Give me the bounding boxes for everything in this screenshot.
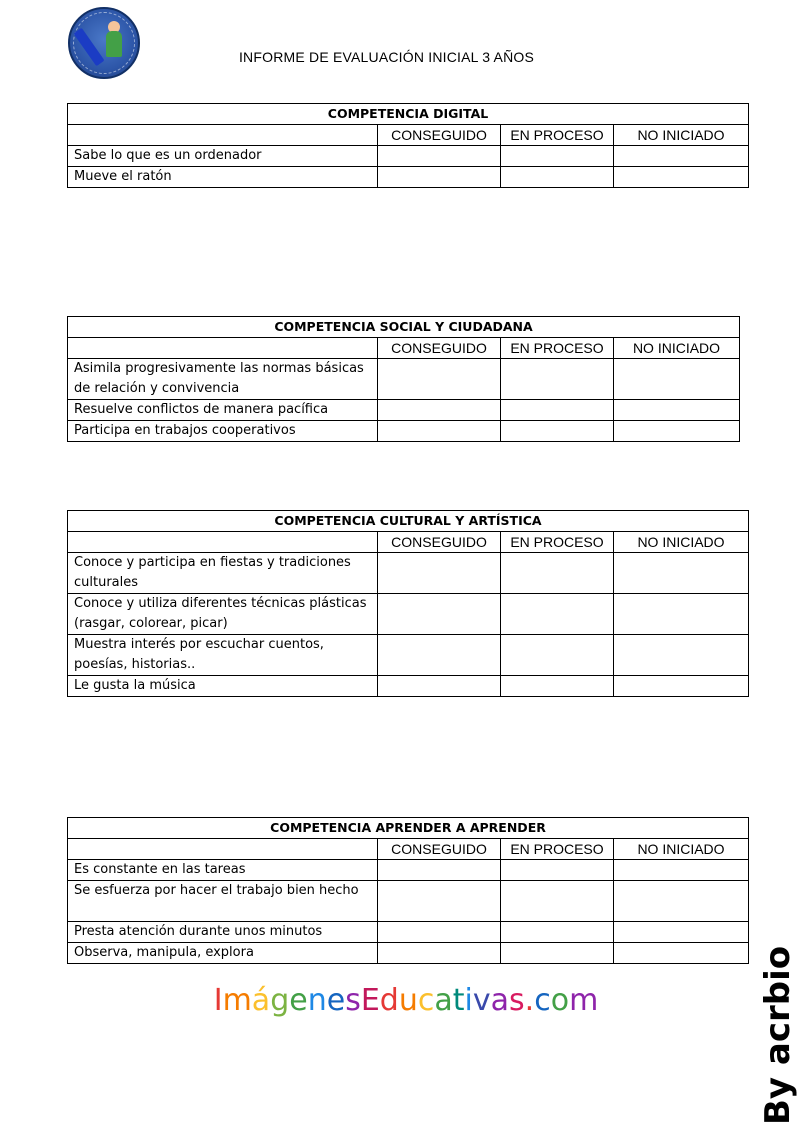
- cell-no-iniciado[interactable]: [614, 421, 740, 442]
- table-row: [68, 359, 740, 400]
- table-row: [68, 167, 749, 188]
- brand-letter: m: [222, 983, 252, 1018]
- cell-en-proceso[interactable]: [501, 881, 614, 922]
- col-no-iniciado: NO INICIADO: [614, 839, 749, 860]
- col-conseguido: CONSEGUIDO: [378, 338, 501, 359]
- cell-en-proceso[interactable]: [501, 146, 614, 167]
- cell-conseguido[interactable]: [378, 635, 501, 676]
- col-conseguido: CONSEGUIDO: [378, 125, 501, 146]
- cell-en-proceso[interactable]: [501, 943, 614, 964]
- brand-letter: v: [472, 983, 491, 1018]
- cell-en-proceso[interactable]: [501, 553, 614, 594]
- cell-conseguido[interactable]: [378, 400, 501, 421]
- cell-no-iniciado[interactable]: [614, 943, 749, 964]
- cell-conseguido[interactable]: [378, 421, 501, 442]
- cell-en-proceso[interactable]: [501, 167, 614, 188]
- brand-letter: t: [452, 983, 465, 1018]
- cell-en-proceso[interactable]: [501, 676, 614, 697]
- cell-no-iniciado[interactable]: [614, 860, 749, 881]
- col-no-iniciado: NO INICIADO: [614, 338, 740, 359]
- header-blank: [68, 532, 378, 553]
- item-label: Sabe lo que es un ordenador: [68, 146, 378, 167]
- item-label: Conoce y participa en fiestas y tradiciones culturales: [68, 553, 378, 594]
- table-row: [68, 943, 749, 964]
- brand-letter: I: [213, 983, 223, 1018]
- item-label: Le gusta la música: [68, 676, 378, 697]
- cell-conseguido[interactable]: [378, 676, 501, 697]
- cell-en-proceso[interactable]: [501, 860, 614, 881]
- col-no-iniciado: NO INICIADO: [614, 532, 749, 553]
- cell-en-proceso[interactable]: [501, 594, 614, 635]
- table-competencia-social: [67, 316, 740, 442]
- table-row: [68, 553, 749, 594]
- brand-letter: m: [569, 983, 599, 1018]
- item-label: Se esfuerza por hacer el trabajo bien hecho: [68, 881, 378, 922]
- section-title: COMPETENCIA SOCIAL Y CIUDADANA: [68, 317, 740, 338]
- signature: By acrbio: [758, 945, 798, 1125]
- cell-no-iniciado[interactable]: [614, 167, 749, 188]
- table-row: [68, 146, 749, 167]
- cell-no-iniciado[interactable]: [614, 922, 749, 943]
- section-title: COMPETENCIA CULTURAL Y ARTÍSTICA: [68, 511, 749, 532]
- item-label: Mueve el ratón: [68, 167, 378, 188]
- brand-letter: E: [360, 983, 380, 1018]
- brand-letter: s: [509, 983, 525, 1018]
- item-label: Resuelve conflictos de manera pacífica: [68, 400, 378, 421]
- table-competencia-digital: [67, 103, 749, 188]
- cell-conseguido[interactable]: [378, 594, 501, 635]
- brand-letter: o: [550, 983, 570, 1018]
- brand-letter: n: [307, 983, 327, 1018]
- brand-letter: e: [289, 983, 308, 1018]
- section-title: COMPETENCIA APRENDER A APRENDER: [68, 818, 749, 839]
- brand-letter: .: [524, 983, 535, 1018]
- cell-en-proceso[interactable]: [501, 400, 614, 421]
- table-row: [68, 676, 749, 697]
- header-blank: [68, 839, 378, 860]
- cell-en-proceso[interactable]: [501, 635, 614, 676]
- item-label: Observa, manipula, explora: [68, 943, 378, 964]
- cell-no-iniciado[interactable]: [614, 146, 749, 167]
- brand-letter: i: [464, 983, 473, 1018]
- brand-letter: s: [345, 983, 361, 1018]
- brand-letter: e: [326, 983, 346, 1018]
- cell-conseguido[interactable]: [378, 359, 501, 400]
- cell-no-iniciado[interactable]: [614, 881, 749, 922]
- item-label: Conoce y utiliza diferentes técnicas plásticas (rasgar, colorear, picar): [68, 594, 378, 635]
- cell-en-proceso[interactable]: [501, 922, 614, 943]
- header-blank: [68, 125, 378, 146]
- item-label: Muestra interés por escuchar cuentos, poesías, historias..: [68, 635, 378, 676]
- cell-en-proceso[interactable]: [501, 421, 614, 442]
- item-label: Presta atención durante unos minutos: [68, 922, 378, 943]
- item-label: Es constante en las tareas: [68, 860, 378, 881]
- cell-conseguido[interactable]: [378, 922, 501, 943]
- col-en-proceso: EN PROCESO: [501, 532, 614, 553]
- page-title: INFORME DE EVALUACIÓN INICIAL 3 AÑOS: [238, 49, 535, 65]
- table-row: [68, 922, 749, 943]
- cell-no-iniciado[interactable]: [614, 553, 749, 594]
- cell-conseguido[interactable]: [378, 553, 501, 594]
- brand-letter: á: [251, 983, 271, 1018]
- brand-letter: c: [534, 983, 551, 1018]
- cell-no-iniciado[interactable]: [614, 594, 749, 635]
- table-row: [68, 860, 749, 881]
- col-en-proceso: EN PROCESO: [501, 338, 614, 359]
- pencil-child-logo-icon: [68, 7, 140, 79]
- cell-no-iniciado[interactable]: [614, 359, 740, 400]
- brand-letter: a: [434, 983, 453, 1018]
- item-label: Participa en trabajos cooperativos: [68, 421, 378, 442]
- item-label: Asimila progresivamente las normas básicas de relación y convivencia: [68, 359, 378, 400]
- table-competencia-aprender: [67, 817, 749, 964]
- section-title: COMPETENCIA DIGITAL: [68, 104, 749, 125]
- col-conseguido: CONSEGUIDO: [378, 839, 501, 860]
- cell-no-iniciado[interactable]: [614, 400, 740, 421]
- col-conseguido: CONSEGUIDO: [378, 532, 501, 553]
- table-row: [68, 400, 740, 421]
- table-competencia-cultural: [67, 510, 749, 697]
- col-en-proceso: EN PROCESO: [501, 125, 614, 146]
- cell-conseguido[interactable]: [378, 860, 501, 881]
- brand-letter: u: [398, 983, 418, 1018]
- table-row: [68, 881, 749, 922]
- brand-letter: c: [417, 983, 435, 1018]
- header-blank: [68, 338, 378, 359]
- cell-no-iniciado[interactable]: [614, 635, 749, 676]
- col-en-proceso: EN PROCESO: [501, 839, 614, 860]
- cell-conseguido[interactable]: [378, 943, 501, 964]
- table-row: [68, 421, 740, 442]
- cell-conseguido[interactable]: [378, 167, 501, 188]
- col-no-iniciado: NO INICIADO: [614, 125, 749, 146]
- brand-letter: d: [379, 983, 399, 1018]
- cell-conseguido[interactable]: [378, 881, 501, 922]
- table-row: [68, 635, 749, 676]
- brand-logo-text: [0, 983, 812, 1018]
- cell-conseguido[interactable]: [378, 146, 501, 167]
- cell-no-iniciado[interactable]: [614, 676, 749, 697]
- cell-en-proceso[interactable]: [501, 359, 614, 400]
- brand-letter: a: [490, 983, 510, 1018]
- table-row: [68, 594, 749, 635]
- brand-letter: g: [270, 983, 290, 1018]
